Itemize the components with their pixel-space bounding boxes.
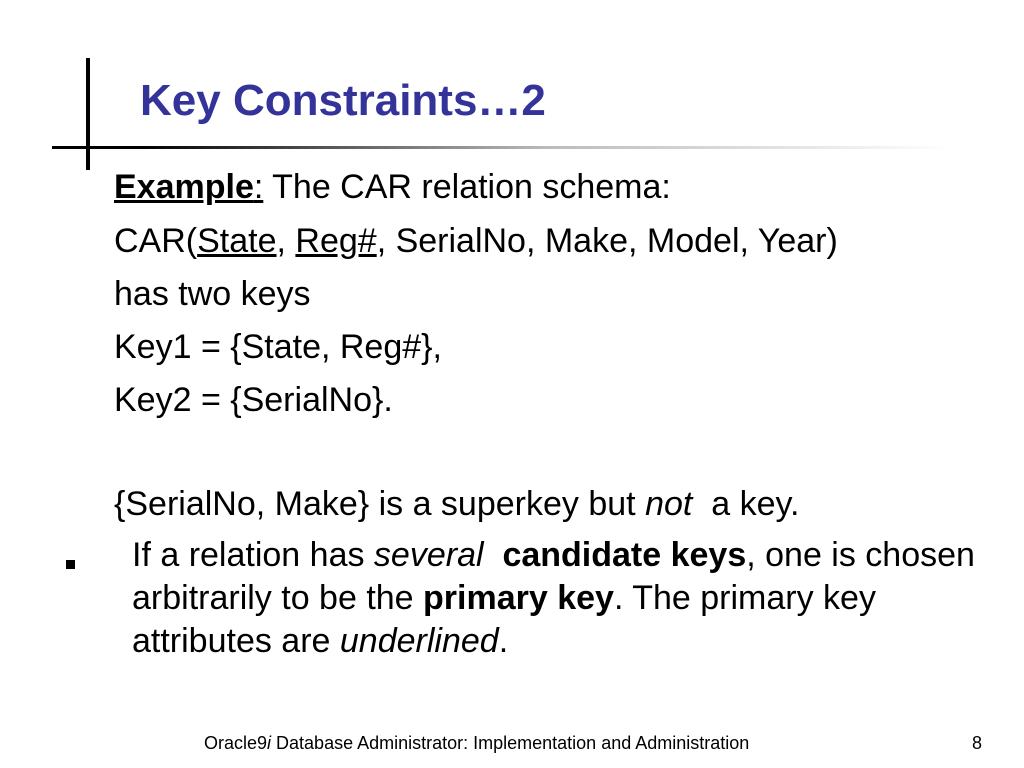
example-label: Example [114,168,254,206]
example-text: The CAR relation schema: [263,168,671,206]
schema-rest: , SerialNo, Make, Model, Year) [376,222,838,260]
bullet-bold-candidate-keys: candidate keys [502,536,747,574]
bullet-part-7: . The primary key attributes are [132,579,876,660]
bullet-part-9: . [498,622,509,660]
footer-text [204,733,749,754]
superkey-pre: {SerialNo, Make} is a superkey but [114,485,646,523]
footer-post: Database Administrator: Implementation and Administration [271,733,750,753]
schema-prefix: CAR( [114,222,198,260]
page-number: 8 [972,733,983,753]
slide-title: Key Constraints…2 [140,76,546,125]
superkey-line [114,485,799,524]
superkey-emph: not [645,485,693,523]
schema-key-reg: Reg# [295,222,377,260]
title-vertical-rule [86,58,90,170]
bullet-part-5: , one is chosen arbitrarily to be the [132,536,975,617]
bullet-emph-several: several [373,536,484,574]
footer-pre: Oracle9 [204,733,268,753]
example-colon: : [253,168,264,206]
bullet-text [132,534,1002,663]
bullet-square-icon [66,560,75,569]
schema-key-state: State [197,222,277,260]
title-horizontal-rule [52,146,952,149]
bullet-part-3 [484,536,503,574]
bullet-part-1: If a relation has [132,536,374,574]
superkey-post: a key. [692,485,800,523]
key1-line: Key1 = {State, Reg#}, [114,328,442,366]
bullet-emph-underlined: underlined [339,622,499,660]
has-two-keys-line: has two keys [114,275,311,313]
bullet-bold-primary-key: primary key [423,579,614,617]
example-line [114,168,671,207]
schema-sep: , [276,222,296,260]
key2-line: Key2 = {SerialNo}. [114,381,393,419]
footer-italic-i: i [267,733,272,753]
schema-line [114,222,838,261]
